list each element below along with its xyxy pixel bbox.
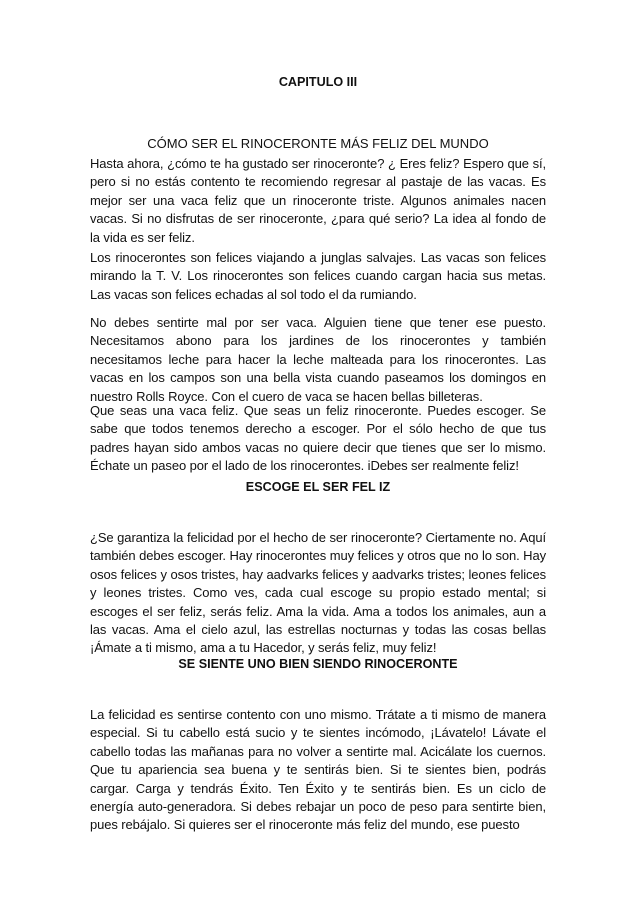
chapter-subtitle: CÓMO SER EL RINOCERONTE MÁS FELIZ DEL MUNDO [147, 136, 489, 151]
paragraph-3: No debes sentirte mal por ser vaca. Alguien tiene que tener ese puesto. Necesitamos abono para los jardines de los rinocerontes y también necesitamos leche para hacer la leche malteada para los rinocerontes. Las vacas en los campos son una bella vista cuando paseamos los domingos en nuestro Rolls Royce. Con el cuero de vaca se hacen bellas billeteras. [90, 315, 546, 404]
chapter-title: CAPITULO III [278, 75, 358, 89]
paragraph-1: Hasta ahora, ¿cómo te ha gustado ser rinoceronte? ¿ Eres feliz? Espero que sí, pero si no estás contento te recomiendo regresar al pastaje de las vacas. Es mejor ser una vaca feliz que un rinoceronte triste. Algunos animales nacen vacas. Si no disfrutas de ser rinoceronte, ¿para qué serio? La idea al fondo de la vida es ser feliz. [90, 156, 546, 245]
paragraph-4: Que seas una vaca feliz. Que seas un feliz rinoceronte. Puedes escoger. Se sabe que todos tenemos derecho a escoger. Por el sólo hecho de que tus padres hayan sido ambos vacas no quiere decir que tienes que ser lo mismo. Échate un paseo por el lado de los rinocerontes. iDebes ser realmente feliz! [90, 403, 546, 474]
paragraph-2: Los rinocerontes son felices viajando a junglas salvajes. Las vacas son felices mirando la T. V. Los rinocerontes son felices cuando cargan hacia sus metas. Las vacas son felices echadas al sol todo el da rumiando. [90, 250, 546, 302]
section-heading-se-siente: SE SIENTE UNO BIEN SIENDO RINOCERONTE [178, 657, 458, 671]
section-heading-escoge: ESCOGE EL SER FEL IZ [245, 480, 391, 494]
paragraph-5: ¿Se garantiza la felicidad por el hecho de ser rinoceronte? Ciertamente no. Aquí también debes escoger. Hay rinocerontes muy felices y otros que no lo son. Hay osos felices y osos tristes, hay aadvarks felices y aadvarks tristes; leones felices y leones tristes. Como ves, cada cual escoge su propio estado mental; si escoges el ser feliz, serás feliz. Ama la vida. Ama a todos los animales, aun a las vacas. Ama el cielo azul, las estrellas nocturnas y todas las cosas bellas ¡Ámate a ti mismo, ama a tu Hacedor, y serás feliz, muy feliz! [90, 530, 546, 656]
paragraph-6: La felicidad es sentirse contento con uno mismo. Trátate a ti mismo de manera especial. Si tu cabello está sucio y te sientes incómodo, ¡Lávatelo! Lávate el cabello todas las mañanas para no volver a sentirte mal. Acicálate los cuernos. Que tu apariencia sea buena y te sentirás bien. Si te sientes bien, podrás cargar. Carga y tendrás Éxito. Ten Éxito y te sentirás bien. Es un ciclo de energía auto-generadora. Si debes rebajar un poco de peso para sentirte bien, pues rebájalo. Si quieres ser el rinoceronte más feliz del mundo, ese puesto [90, 707, 546, 833]
